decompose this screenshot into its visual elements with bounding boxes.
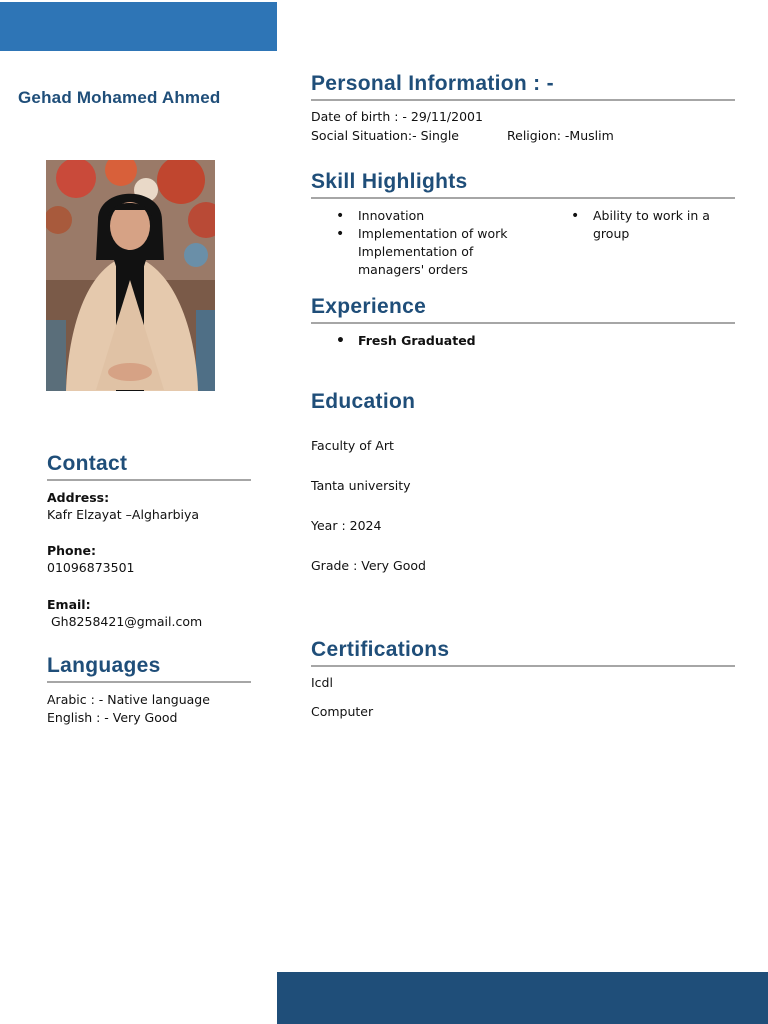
skills-heading: Skill Highlights [311,170,468,193]
skill-item: managers' orders [358,262,468,277]
phone-label: Phone: [47,543,97,558]
certification-item: Icdl [311,675,333,690]
experience-divider [311,322,735,324]
bottom-accent-bar [277,972,768,1024]
skills-list-left [334,207,508,279]
certifications-heading: Certifications [311,638,450,661]
top-accent-bar [0,2,277,51]
education-year: Year : 2024 [311,518,382,533]
education-heading: Education [311,390,416,413]
contact-divider [47,479,251,481]
address-label: Address: [47,490,110,505]
experience-item: • Fresh Graduated [334,332,476,350]
certifications-divider [311,665,735,667]
education-faculty: Faculty of Art [311,438,394,453]
education-university: Tanta university [311,478,411,493]
email-label: Email: [47,597,91,612]
skills-list-right [569,207,710,243]
language-item: Arabic : - Native language [47,692,210,707]
skill-item: Implementation of [358,244,474,259]
experience-heading: Experience [311,295,427,318]
personal-info-heading: Personal Information : - [311,72,554,95]
languages-heading: Languages [47,654,161,677]
language-item: English : - Very Good [47,710,178,725]
religion: Religion: -Muslim [507,128,614,143]
profile-photo [46,160,215,391]
address-value: Kafr Elzayat –Algharbiya [47,507,200,522]
certification-item: Computer [311,704,374,719]
phone-value: 01096873501 [47,560,135,575]
social-situation: Social Situation:- Single [311,128,459,143]
contact-heading: Contact [47,452,128,475]
experience-list [334,332,476,350]
skill-item: • Ability to work in a [569,207,710,225]
languages-divider [47,681,251,683]
candidate-name: Gehad Mohamed Ahmed [18,88,221,107]
skill-item: • Implementation of work [334,225,508,243]
email-value[interactable]: Gh8258421@gmail.com [51,614,203,629]
date-of-birth: Date of birth : - 29/11/2001 [311,109,483,124]
personal-info-divider [311,99,735,101]
skill-item: • Innovation [334,207,508,225]
education-grade: Grade : Very Good [311,558,426,573]
skill-item: group [593,226,630,241]
skills-divider [311,197,735,199]
